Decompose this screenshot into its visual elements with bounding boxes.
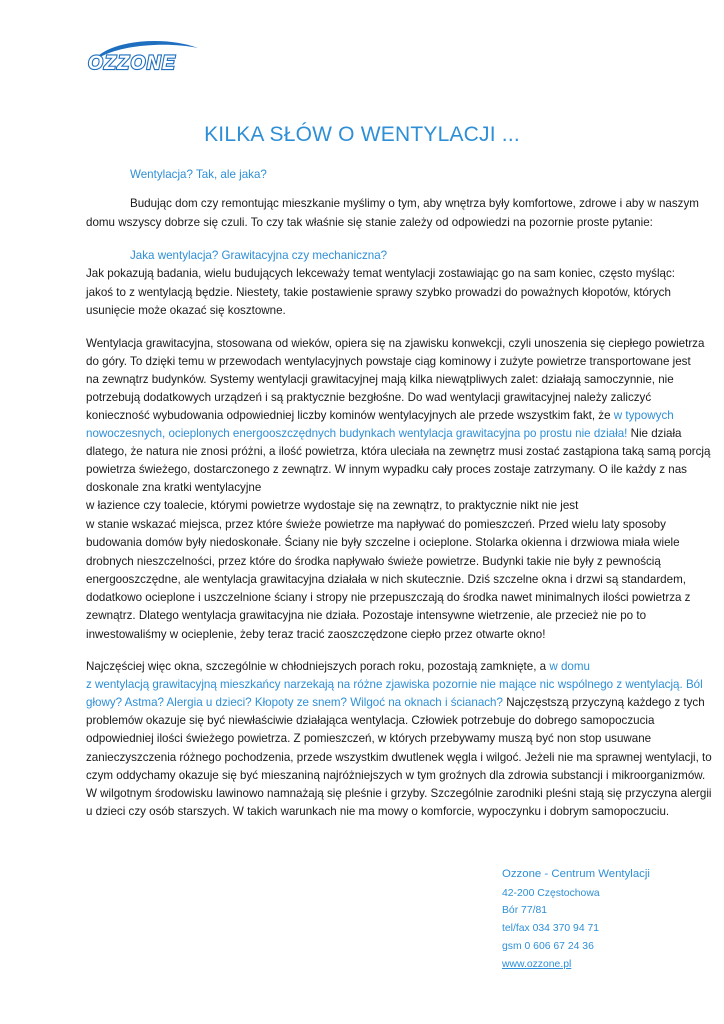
- website-link[interactable]: www.ozzone.pl: [502, 958, 572, 970]
- text-span: konieczność wybudowania odpowiedniej liczby kominów wentylacyjnych ale przede wszystkim fakt, że: [86, 409, 614, 422]
- paragraph-line: na zewnątrz budynków. Systemy wentylacji grawitacyjnej mają kilka niewątpliwych zalet: działają samoczynnie, nie: [86, 373, 674, 386]
- ozzone-logo: [86, 36, 208, 76]
- address-street: Bór 77/81: [502, 905, 548, 917]
- paragraph-line: zewnątrz. Dlatego wentylacja grawitacyjna nie działa. Pozostaje intensywne wietrzenie, ale przecież nie po to: [86, 609, 647, 622]
- highlight-text: w domu: [549, 660, 590, 673]
- paragraph-line: Wentylacja grawitacyjna, stosowana od wieków, opiera się na zjawisku konwekcji, czyli unoszenia się ciepłego powietrza: [86, 337, 705, 350]
- website-item: [502, 956, 650, 974]
- page-title: KILKA SŁÓW O WENTYLACJI ...: [204, 123, 520, 146]
- logo-text: OZZONE: [88, 53, 177, 74]
- paragraph-line: jakoś to z wentylacją będzie. Niestety, takie postawienie sprawy szybko prowadzi do poważnych kłopotów, których: [86, 286, 671, 299]
- paragraph-line: problemów okazuje się być niewłaściwie działająca wentylacja. Człowiek potrzebuje do dobrego samopoczucia: [86, 714, 655, 727]
- text-span: Najczęstszą przyczyną każdego z tych: [502, 696, 705, 709]
- mobile-phone: gsm 0 606 67 24 36: [502, 940, 594, 952]
- paragraph-line: u dzieci czy osób starszych. W takich warunkach nie ma mowy o komforcie, wypoczynku i dobrym samopoczuciu.: [86, 805, 670, 818]
- paragraph-line: potrzebują dodatkowych urządzeń i są praktycznie bezgłośne. Do wad wentylacji grawitacyjnej należy zaliczyć: [86, 391, 652, 404]
- intro-line: domu wszyscy dobrze się czuli. To czy tak właśnie się stanie zależy od odpowiedzi na pozornie proste pytanie:: [86, 216, 653, 229]
- paragraph-line: usunięcie może okazać się kosztowne.: [86, 304, 286, 317]
- text-span: Najczęściej więc okna, szczególnie w chłodniejszych porach roku, pozostają zamknięte, a: [86, 660, 550, 673]
- highlight-text: nowoczesnych, ocieplonych energooszczędnych budynkach wentylacja grawitacyjna po prostu nie działa!: [86, 427, 628, 440]
- paragraph-line: budowania domów były niedoskonałe. Ściany nie były szczelne i ocieplone. Stolarka okienna i drzwiowa miała wiele: [86, 536, 680, 549]
- contact-block: [502, 866, 650, 973]
- highlight-line: z wentylacją grawitacyjną mieszkańcy narzekają na różne zjawiska pozornie nie mające nic wspólnego z wentylacją. Ból: [86, 678, 703, 691]
- paragraph-line: odpowiedniej ilości świeżego powietrza. Z pomieszczeń, w których przebywamy muszą być non stop usuwane: [86, 732, 652, 745]
- phone-fax: tel/fax 034 370 94 71: [502, 923, 600, 935]
- paragraph-line: inwestowaliśmy w ocieplenie, żeby teraz tracić zaoszczędzone ciepło przez otwarte okno!: [86, 628, 546, 641]
- text-span: Nie działa: [627, 427, 682, 440]
- intro-line: Budując dom czy remontując mieszkanie myślimy o tym, aby wnętrza były komfortowe, zdrowe i aby w naszym: [130, 197, 699, 210]
- company-name: Ozzone - Centrum Wentylacji: [502, 868, 650, 880]
- highlight-text: w typowych: [613, 409, 674, 422]
- paragraph-line: do góry. To dzięki temu w przewodach wentylacyjnych powstaje ciąg kominowy i zużyte powietrze transportowane jest: [86, 355, 691, 368]
- paragraph-line: w stanie wskazać miejsca, przez które świeże powietrze ma napływać do pomieszczeń. Przed wielu laty sposoby: [86, 518, 666, 531]
- paragraph-line: w łazience czy toalecie, którymi powietrze wydostaje się na zewnątrz, to praktycznie nikt nie jest: [86, 499, 579, 512]
- paragraph-line: W wilgotnym środowisku lawinowo namnażają się pleśnie i grzyby. Szczególnie zarodniki pleśni stają się przyczyna alergii: [86, 787, 712, 800]
- paragraph-line: dodatkowo ocieplone i uszczelnione ściany i stropy nie przepuszczają do środka nawet minimalnych ilości powietrza z: [86, 591, 691, 604]
- paragraph-line: Jak pokazują badania, wielu budujących lekceważy temat wentylacji zostawiając go na sam koniec, często myśląc:: [86, 267, 675, 280]
- paragraph-line: powietrza świeżego, dostarczonego z zewnątrz. W innym wypadku cały proces zostaje zatrzymany. O ile każdy z nas: [86, 463, 687, 476]
- paragraph-line: [86, 658, 642, 677]
- paragraph-line: czym oddychamy okazuje się być mieszaniną najróżniejszych w tym groźnych dla zdrowia substancji i mikroorganizmów.: [86, 769, 706, 782]
- paragraph-line: doskonale zna kratki wentylacyjne: [86, 481, 262, 494]
- highlight-text: głowy? Astma? Alergia u dzieci? Kłopoty ze snem? Wilgoć na oknach i ścianach?: [86, 696, 503, 709]
- paragraph-line: [86, 425, 682, 444]
- paragraph-line: dlatego, że natura nie znosi próżni, a ilość powietrza, która uleciała na zewnętrz musi zostać zastąpiona taką samą porcją: [86, 445, 711, 458]
- paragraph-line: energooszczędne, ale wentylacja grawitacyjna działała w nich skutecznie. Dziś szczelne okna i drzwi są standardem,: [86, 573, 686, 586]
- paragraph-line: [86, 407, 674, 426]
- address-city: 42-200 Częstochowa: [502, 887, 600, 899]
- subheading-ventilation-type: Jaka wentylacja? Grawitacyjna czy mechaniczna?: [130, 249, 388, 262]
- subheading-ventilation-question: Wentylacja? Tak, ale jaka?: [130, 168, 267, 181]
- paragraph-line: [86, 694, 705, 713]
- paragraph-line: zanieczyszczenia różnego pochodzenia, przede wszystkim dwutlenek węgla i wilgoć. Jeżeli nie ma sprawnej wentylacji, to: [86, 751, 712, 764]
- paragraph-line: drobnych nieszczelności, przez które do środka napływało świeże powietrze. Budynki takie nie były z pewnością: [86, 555, 661, 568]
